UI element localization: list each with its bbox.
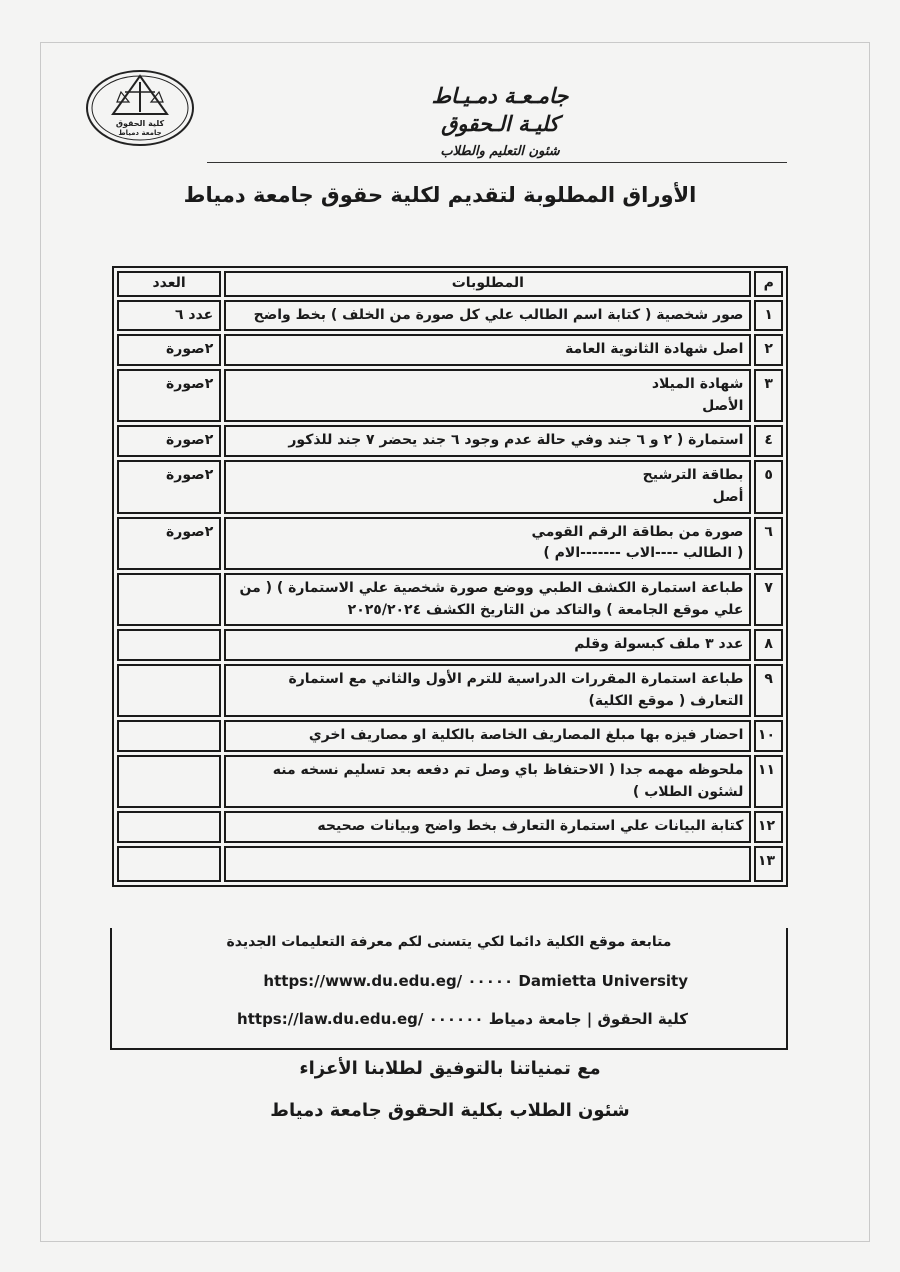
table-row [117, 460, 783, 513]
table-body [117, 300, 783, 882]
university-site-line [212, 972, 688, 990]
row-count: ٢صورة [117, 517, 221, 570]
row-requirement [224, 846, 751, 882]
row-number: ١١ [754, 755, 783, 808]
row-number: ١ [754, 300, 783, 332]
header-requirements: المطلوبات [224, 271, 751, 297]
row-requirement: طباعة استمارة الكشف الطبي ووضع صورة شخصية علي الاستمارة ) ( من علي موقع الجامعة ) والتاكد من التاريخ الكشف ٢٠٢٥/٢٠٢٤ [224, 573, 751, 626]
row-count [117, 629, 221, 661]
row-requirement: صورة من بطاقة الرقم القومي ( الطالب ----الاب -------الام ) [224, 517, 751, 570]
row-count [117, 664, 221, 717]
header-count: العدد [117, 271, 221, 297]
row-count: ٢صورة [117, 369, 221, 422]
row-count: ٢صورة [117, 425, 221, 457]
row-requirement: ملحوظه مهمه جدا ( الاحتفاظ باي وصل تم دفعه بعد تسليم نسخه منه لشئون الطلاب ) [224, 755, 751, 808]
table-row [117, 334, 783, 366]
table-row [117, 573, 783, 626]
page-title: الأوراق المطلوبة لتقديم لكلية حقوق جامعة دمياط [183, 183, 697, 207]
faculty-name: كليـة الـحقوق [441, 112, 559, 136]
row-requirement: بطاقة الترشيح أصل [224, 460, 751, 513]
row-requirement: عدد ٣ ملف كبسولة وقلم [224, 629, 751, 661]
row-number: ٧ [754, 573, 783, 626]
table-row [117, 846, 783, 882]
row-requirement: صور شخصية ( كتابة اسم الطالب علي كل صورة من الخلف ) بخط واضح [224, 300, 751, 332]
row-count: ٢صورة [117, 334, 221, 366]
header-num: م [754, 271, 783, 297]
university-site-separator: ٠٠٠٠٠ [467, 972, 514, 990]
faculty-site-line [212, 1010, 688, 1028]
table-row [117, 629, 783, 661]
faculty-site-label: كلية الحقوق | جامعة دمياط [488, 1010, 688, 1028]
table-row [117, 664, 783, 717]
row-number: ٣ [754, 369, 783, 422]
university-site-url[interactable]: https://www.du.edu.eg/ [263, 972, 463, 990]
row-number: ٢ [754, 334, 783, 366]
closing-signature: شئون الطلاب بكلية الحقوق جامعة دمياط [270, 1100, 630, 1121]
row-number: ٩ [754, 664, 783, 717]
row-count [117, 573, 221, 626]
row-number: ١٢ [754, 811, 783, 843]
closing-wish: مع تمنياتنا بالتوفيق لطلابنا الأعزاء [299, 1058, 601, 1079]
row-requirement: احضار فيزه بها مبلغ المصاريف الخاصة بالكلية او مصاريف اخري [224, 720, 751, 752]
follow-website-note: متابعة موقع الكلية دائما لكي يتسنى لكم معرفة التعليمات الجديدة [226, 934, 672, 950]
row-number: ٨ [754, 629, 783, 661]
department-name: شئون التعليم والطلاب [440, 144, 560, 159]
university-name: جامـعـة دمـيـاط [431, 84, 569, 108]
table-row [117, 517, 783, 570]
table-row [117, 425, 783, 457]
table-row [117, 811, 783, 843]
university-site-label: Damietta University [518, 972, 688, 990]
footer-box [110, 928, 788, 1050]
row-count: عدد ٦ [117, 300, 221, 332]
table-row [117, 300, 783, 332]
row-requirement: اصل شهادة الثانوية العامة [224, 334, 751, 366]
row-number: ١٠ [754, 720, 783, 752]
row-requirement: كتابة البيانات علي استمارة التعارف بخط واضح وبيانات صحيحه [224, 811, 751, 843]
header-divider [207, 162, 787, 163]
row-number: ٦ [754, 517, 783, 570]
row-number: ٥ [754, 460, 783, 513]
row-count: ٢صورة [117, 460, 221, 513]
table-row [117, 720, 783, 752]
faculty-logo [85, 68, 195, 148]
row-number: ١٣ [754, 846, 783, 882]
row-requirement: طباعة استمارة المقررات الدراسية للترم الأول والثاني مع استمارة التعارف ( موقع الكلية) [224, 664, 751, 717]
row-requirement: استمارة ( ٢ و ٦ جند وفي حالة عدم وجود ٦ جند يحضر ٧ جند للذكور [224, 425, 751, 457]
requirements-table [112, 266, 788, 887]
faculty-site-separator: ٠٠٠٠٠٠ [428, 1010, 484, 1028]
row-requirement: شهادة الميلاد الأصل [224, 369, 751, 422]
row-count [117, 846, 221, 882]
row-count [117, 755, 221, 808]
logo-text-top: كلية الحقوق [115, 119, 165, 128]
row-number: ٤ [754, 425, 783, 457]
table-row [117, 369, 783, 422]
faculty-site-url[interactable]: https://law.du.edu.eg/ [237, 1010, 424, 1028]
table-header-row [117, 271, 783, 297]
table-row [117, 755, 783, 808]
row-count [117, 811, 221, 843]
logo-text-bottom: جامعة دمياط [118, 129, 162, 137]
row-count [117, 720, 221, 752]
